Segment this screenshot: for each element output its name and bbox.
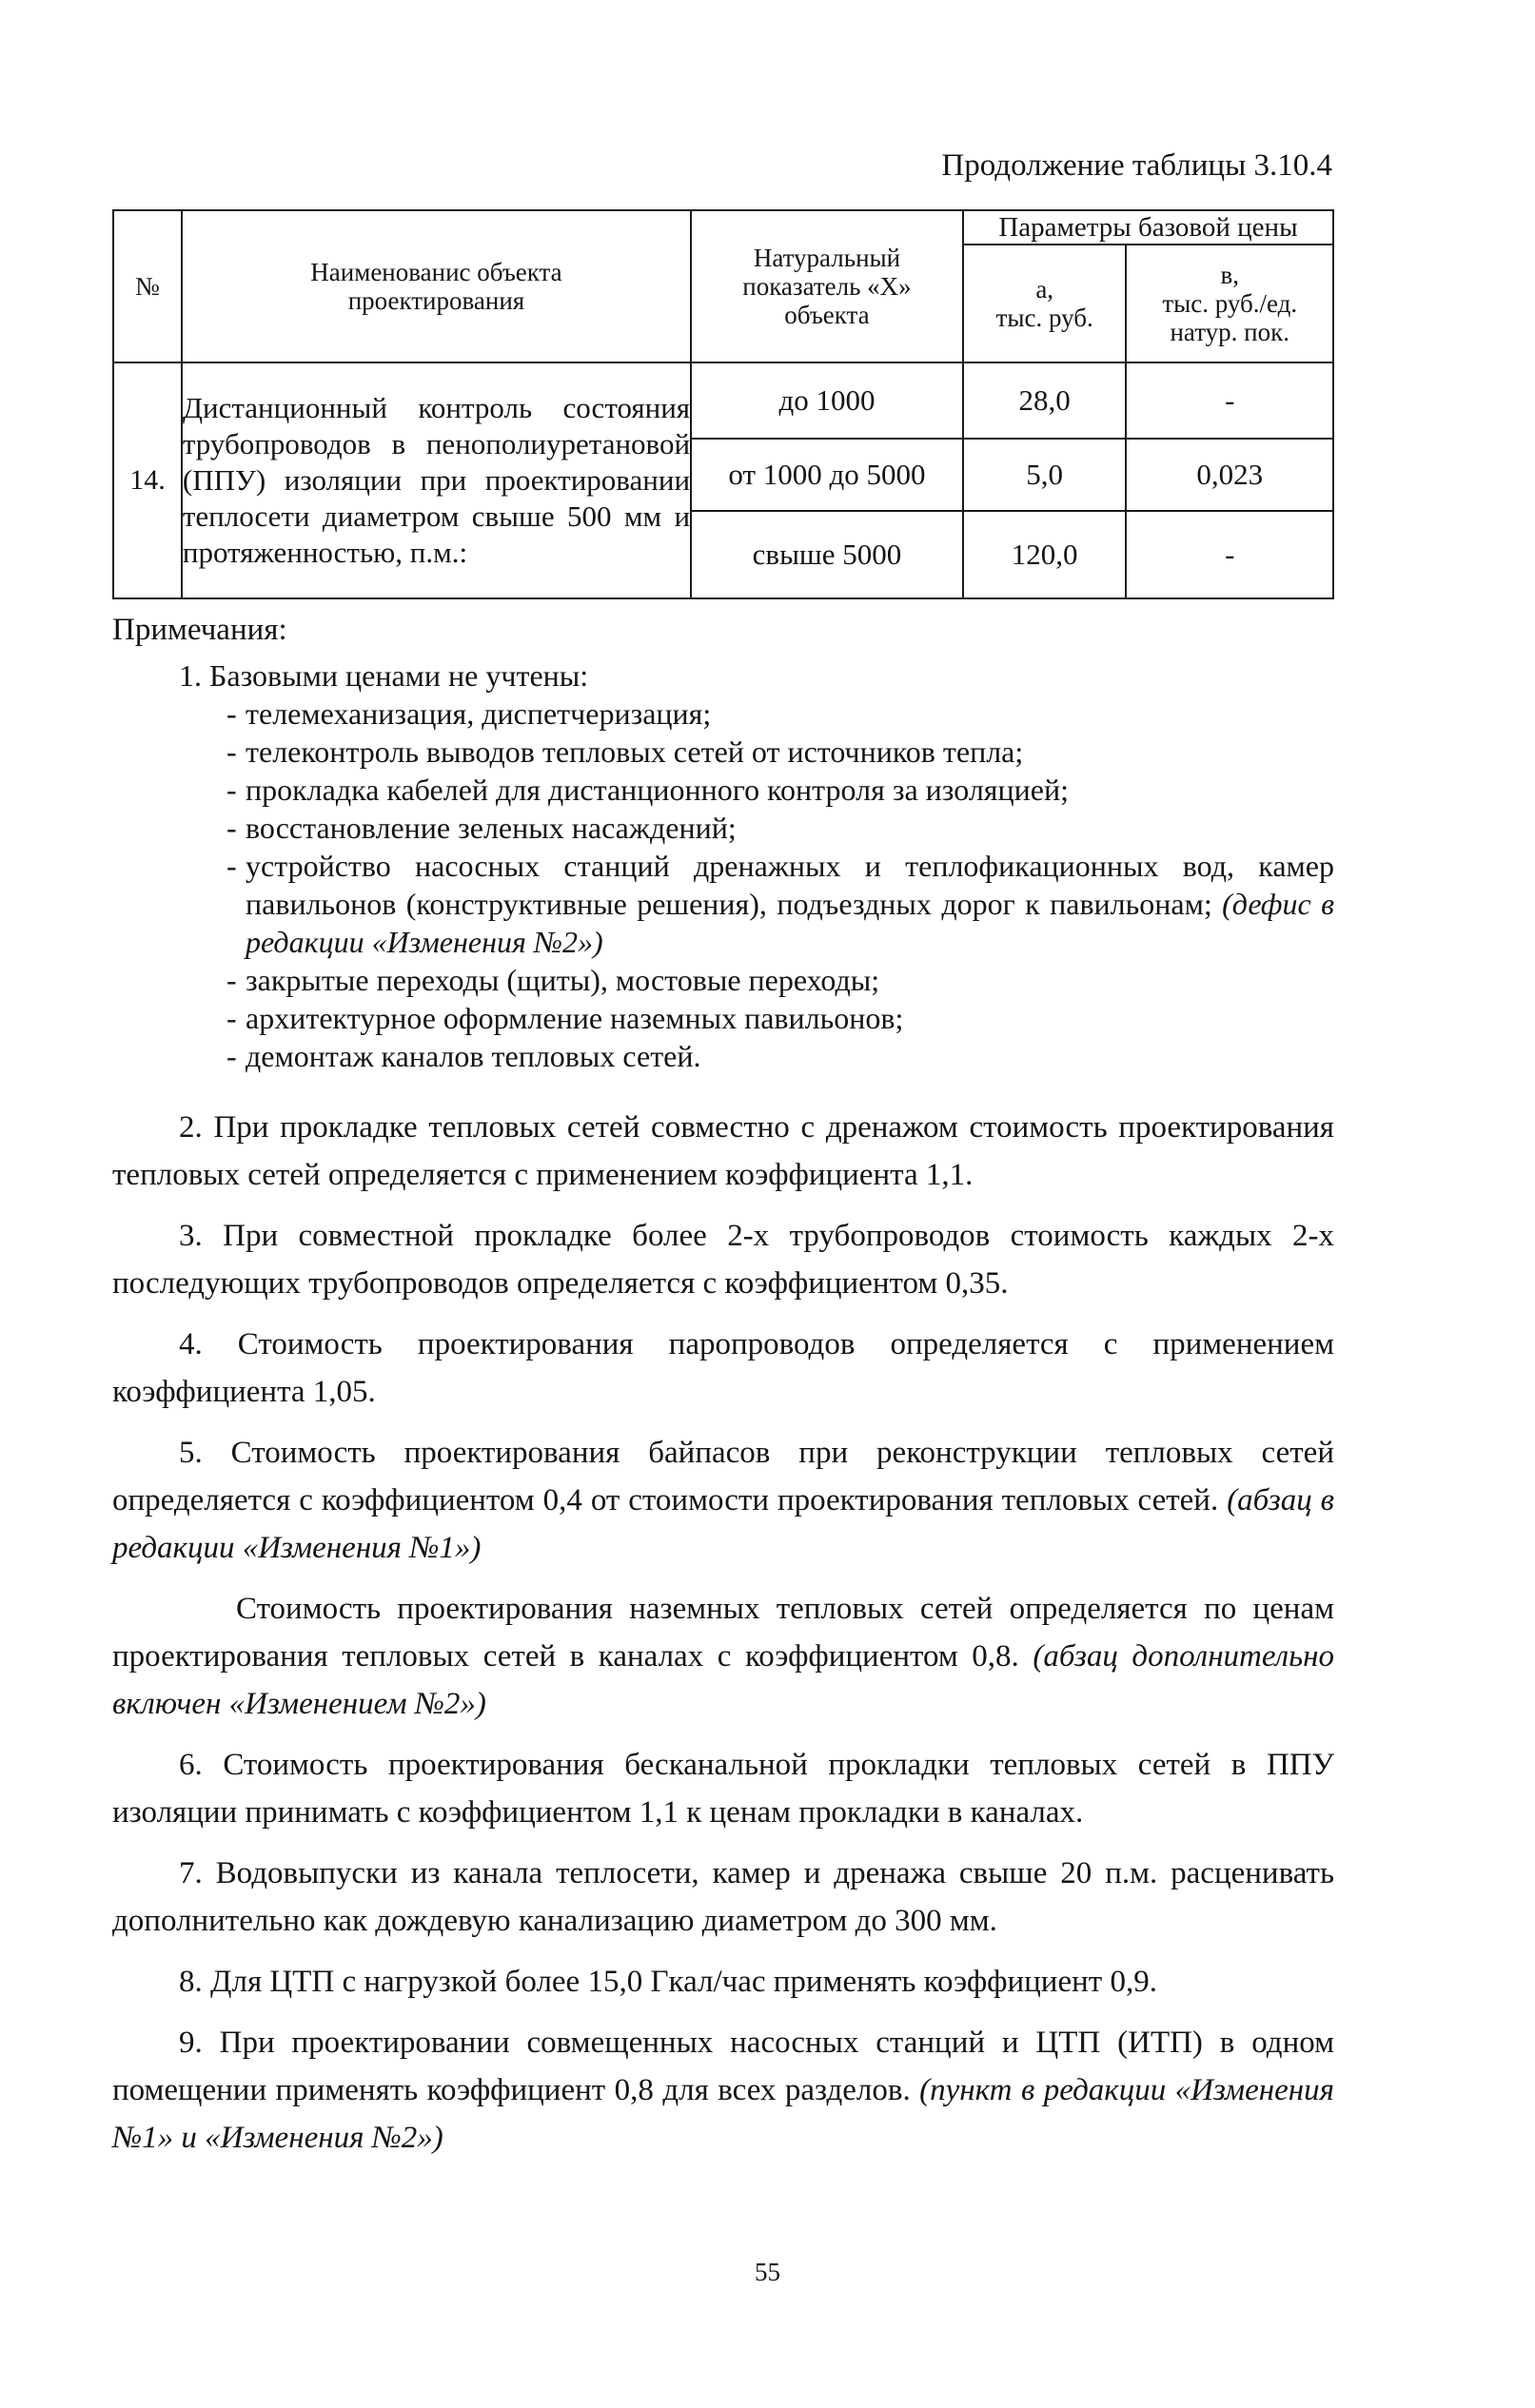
note-4: 4. Стоимость проектирования паропроводов определяется с применением коэффициента 1,05. [112,1327,1334,1409]
note-7: 7. Водовыпуски из канала теплосети, камер и дренажа свыше 20 п.м. расценивать дополнительно как дождевую канализацию диаметром до 300 мм. [112,1856,1334,1938]
param-v-cell: - [1126,362,1333,439]
list-item: - архитектурное оформление наземных павильонов; [226,1001,904,1035]
amendment-note: (абзац дополнительно включен «Изменением №2») [112,1639,1334,1721]
list-item: - устройство насосных станций дренажных и теплофикационных вод, камер павильонов (конструктивные решения), подъездных дорог к павильонам; (дефис в редакции «Изменения №2») [226,849,1335,959]
list-item: - демонтаж каналов тепловых сетей. [226,1039,701,1073]
note-2: 2. При прокладке тепловых сетей совместно с дренажом стоимость проектирования тепловых сетей определяется с применением коэффициента 1,1. [112,1110,1334,1192]
row-number: 14. [113,362,182,598]
range-cell: от 1000 до 5000 [691,439,963,511]
param-a-cell: 5,0 [963,439,1127,511]
notes-paragraphs [112,1104,1334,2175]
param-a-cell: 120,0 [963,511,1127,598]
note-1 [112,656,1334,1075]
note-6: 6. Стоимость проектирования бесканальной прокладки тепловых сетей в ППУ изоляции принимать с коэффициентом 1,1 к ценам прокладки в каналах. [112,1748,1334,1830]
header-natural-indicator: Натуральный показатель «Х» объекта [691,210,963,362]
note-3: 3. При совместной прокладке более 2-х трубопроводов стоимость каждых 2-х последующих трубопроводов определяется с коэффициентом 0,35. [112,1219,1334,1301]
amendment-note: (дефис в редакции «Изменения №2») [246,887,1335,959]
note-1-intro: 1. Базовыми ценами не учтены: [179,658,589,693]
param-a-cell: 28,0 [963,362,1127,439]
list-item: - телеконтроль выводов тепловых сетей от источников тепла; [226,734,1024,769]
note-5-extra: Стоимость проектирования наземных тепловых сетей определяется по ценам проектирования тепловых сетей в каналах с коэффициентом 0,8. (абзац дополнительно включен «Изменением №2») [112,1592,1334,1721]
header-param-v: в, тыс. руб./ед. натур. пок. [1126,245,1333,362]
amendment-note: (абзац в редакции «Изменения №1») [112,1483,1335,1565]
header-base-price-params: Параметры базовой цены [963,210,1333,245]
page-number: 55 [755,2258,780,2286]
note-8: 8. Для ЦТП с нагрузкой более 15,0 Гкал/час применять коэффициент 0,9. [179,1965,1157,1999]
excluded-items-list [112,695,1334,1075]
list-item: - прокладка кабелей для дистанционного контроля за изоляцией; [226,773,1069,807]
header-number: № [113,210,182,362]
list-item: - закрытые переходы (щиты), мостовые переходы; [226,963,880,997]
header-object-name: Наименованис объекта проектирования [182,210,691,362]
list-item: - телемеханизация, диспетчеризация; [226,696,712,731]
row-object-name: Дистанционный контроль состояния трубопроводов в пенополиуретановой (ППУ) изоляции при проектировании теплосети диаметром свыше 500 мм и протяженностью, п.м.: [182,362,691,598]
notes-title: Примечания: [112,613,287,647]
range-cell: свыше 5000 [691,511,963,598]
range-cell: до 1000 [691,362,963,439]
param-v-cell: 0,023 [1126,439,1333,511]
list-item: - восстановление зеленых насаждений; [226,811,737,845]
note-9: 9. При проектировании совмещенных насосных станций и ЦТП (ИТП) в одном помещении применять коэффициент 0,8 для всех разделов. (пункт в редакции «Изменения №1» и «Изменения №2») [112,2026,1334,2155]
header-param-a: а, тыс. руб. [963,245,1127,362]
param-v-cell: - [1126,511,1333,598]
price-table [112,209,1334,599]
continuation-title: Продолжение таблицы 3.10.4 [941,148,1332,183]
note-5: 5. Стоимость проектирования байпасов при реконструкции тепловых сетей определяется с коэффициентом 0,4 от стоимости проектирования тепловых сетей. (абзац в редакции «Изменения №1») [112,1436,1335,1565]
amendment-note: (пункт в редакции «Изменения №1» и «Изменения №2») [112,2073,1334,2155]
